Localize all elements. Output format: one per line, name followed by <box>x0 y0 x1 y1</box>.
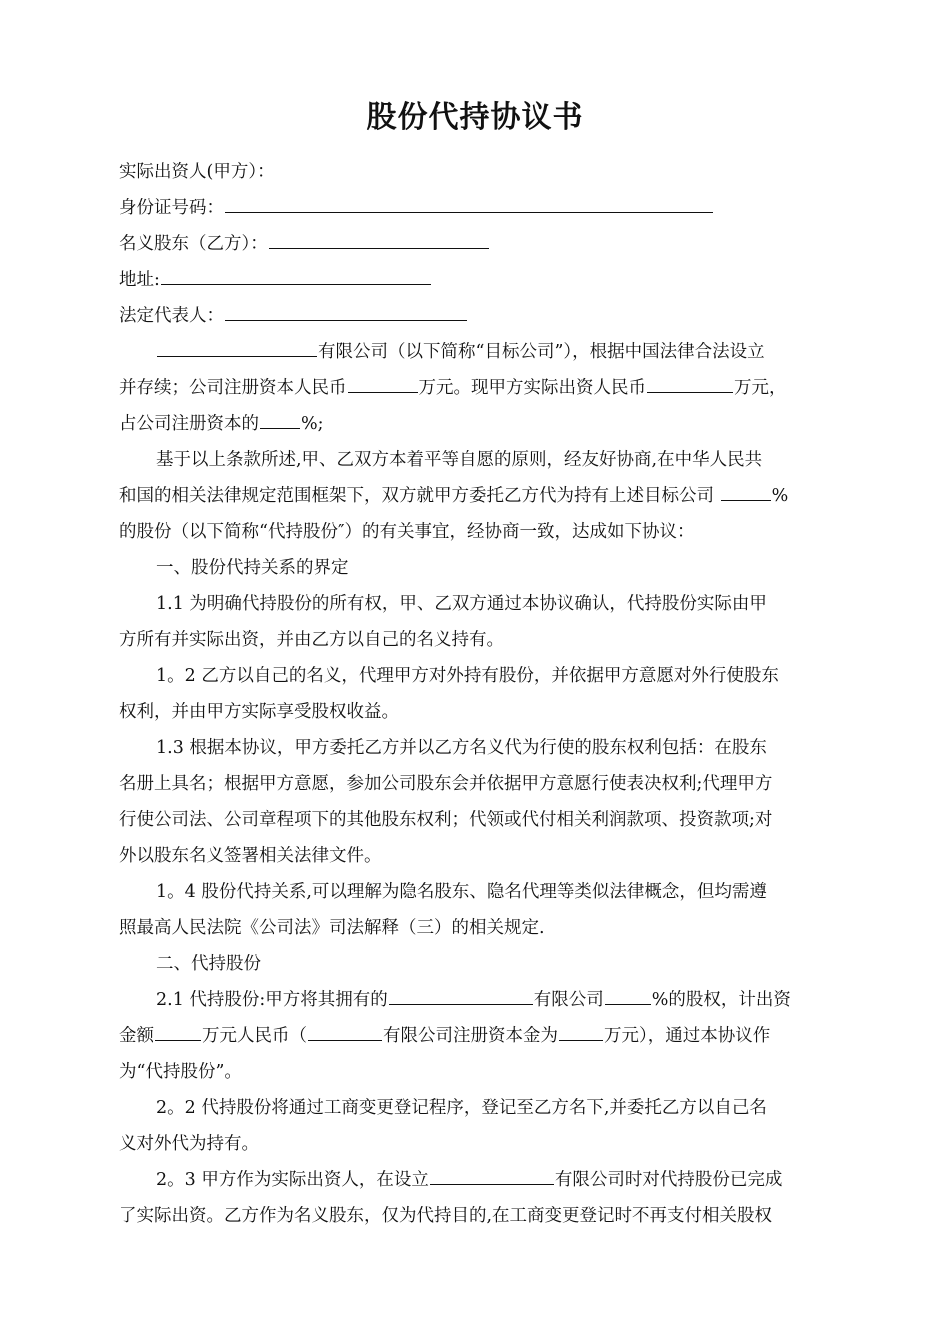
clause-text: 2.1 代持股份:甲方将其拥有的 <box>156 990 388 1010</box>
document-body <box>119 154 841 1234</box>
clause-text: 万元），通过本协议作 <box>604 1026 771 1046</box>
intro-text: 并存续；公司注册资本人民币 <box>119 378 347 398</box>
section-1-heading: 一、股份代持关系的界定 <box>156 558 349 578</box>
intro-text: 的股份（以下简称“代持股份″）的有关事宜，经协商一致，达成如下协议： <box>119 522 695 542</box>
clause-2-1 <box>119 982 841 1018</box>
clause-2-2-cont: 义对外代为持有。 <box>119 1134 259 1154</box>
rep-label: 法定代表人： <box>119 306 224 326</box>
company-name-blank <box>389 982 533 1005</box>
intro-text: % <box>771 486 789 506</box>
clause-text: 有限公司时对代持股份已完成 <box>554 1170 783 1190</box>
address-label: 地址: <box>119 270 160 290</box>
intro-line-4 <box>119 442 841 478</box>
clause-text: 有限公司注册资本金为 <box>383 1026 558 1046</box>
clause-2-1-cont <box>119 1018 841 1054</box>
clause-text: %的股权，计出资 <box>651 990 791 1010</box>
party-a-line <box>119 154 841 190</box>
registered-capital-blank <box>559 1018 603 1041</box>
id-blank <box>225 190 713 213</box>
intro-line-1 <box>119 334 841 370</box>
clause-2-2: 2。2 代持股份将通过工商变更登记程序，登记至乙方名下,并委托乙方以自己名 <box>156 1098 767 1118</box>
intro-text: 万元。现甲方实际出资人民币 <box>418 378 646 398</box>
party-b-line <box>119 226 841 262</box>
clause-1-1: 1.1 为明确代持股份的所有权，甲、乙双方通过本协议确认，代持股份实际由甲 <box>156 594 767 614</box>
share-percent-blank <box>721 478 771 501</box>
clause-text: 有限公司 <box>533 990 604 1010</box>
rep-blank <box>225 298 467 321</box>
party-a-label: 实际出资人(甲方）： <box>119 162 275 182</box>
address-line <box>119 262 841 298</box>
clause-1-2-cont: 权利，并由甲方实际享受股权收益。 <box>119 702 399 722</box>
clause-text: 金额 <box>119 1026 154 1046</box>
capital-blank <box>348 370 418 393</box>
clause-2-3 <box>119 1162 841 1198</box>
clause-1-3-cont: 外以股东名义签署相关法律文件。 <box>119 846 382 866</box>
clause-1-4-cont: 照最高人民法院《公司法》司法解释（三）的相关规定. <box>119 918 545 938</box>
intro-text: 万元， <box>734 378 787 398</box>
intro-text: 和国的相关法律规定范围框架下，双方就甲方委托乙方代为持有上述目标公司 <box>119 486 714 506</box>
clause-1-3-cont: 名册上具名；根据甲方意愿，参加公司股东会并依据甲方意愿行使表决权利;代理甲方 <box>119 774 773 794</box>
intro-text: %; <box>301 414 324 434</box>
rep-line <box>119 298 841 334</box>
clause-1-2: 1。2 乙方以自己的名义，代理甲方对外持有股份，并依据甲方意愿对外行使股东 <box>156 666 779 686</box>
clause-text: 万元人民币（ <box>202 1026 307 1046</box>
intro-text: 占公司注册资本的 <box>119 414 259 434</box>
intro-line-2 <box>119 370 841 406</box>
amount-blank <box>155 1018 201 1041</box>
party-b-label: 名义股东（乙方）： <box>119 234 268 254</box>
establish-company-blank <box>430 1162 554 1185</box>
clause-text: 2。3 甲方作为实际出资人，在设立 <box>156 1170 429 1190</box>
equity-percent-blank <box>605 982 651 1005</box>
company-blank <box>157 334 317 357</box>
clause-2-3-cont: 了实际出资。乙方作为名义股东，仅为代持目的,在工商变更登记时不再支付相关股权 <box>119 1206 773 1226</box>
company-blank-2 <box>308 1018 382 1041</box>
clause-1-3: 1.3 根据本协议，甲方委托乙方并以乙方名义代为行使的股东权利包括：在股东 <box>156 738 767 758</box>
clause-2-1-cont: 为“代持股份”。 <box>119 1062 242 1082</box>
clause-1-4: 1。4 股份代持关系,可以理解为隐名股东、隐名代理等类似法律概念，但均需遵 <box>156 882 767 902</box>
address-blank <box>161 262 431 285</box>
document-title: 股份代持协议书 <box>366 100 584 135</box>
intro-line-3 <box>119 406 841 442</box>
id-line <box>119 190 841 226</box>
intro-line-6 <box>119 514 841 550</box>
intro-text: 有限公司（以下简称“目标公司”），根据中国法律合法设立 <box>318 342 765 362</box>
intro-text: 基于以上条款所述,甲、乙双方本着平等自愿的原则，经友好协商,在中华人民共 <box>156 450 763 470</box>
investment-blank <box>647 370 733 393</box>
clause-1-3-cont: 行使公司法、公司章程项下的其他股东权利；代领或代付相关利润款项、投资款项;对 <box>119 810 773 830</box>
id-label: 身份证号码： <box>119 198 224 218</box>
section-2-heading: 二、代持股份 <box>156 954 261 974</box>
intro-line-5 <box>119 478 841 514</box>
percent-blank <box>260 406 300 429</box>
party-b-blank <box>269 226 489 249</box>
clause-1-1-cont: 方所有并实际出资，并由乙方以自己的名义持有。 <box>119 630 504 650</box>
